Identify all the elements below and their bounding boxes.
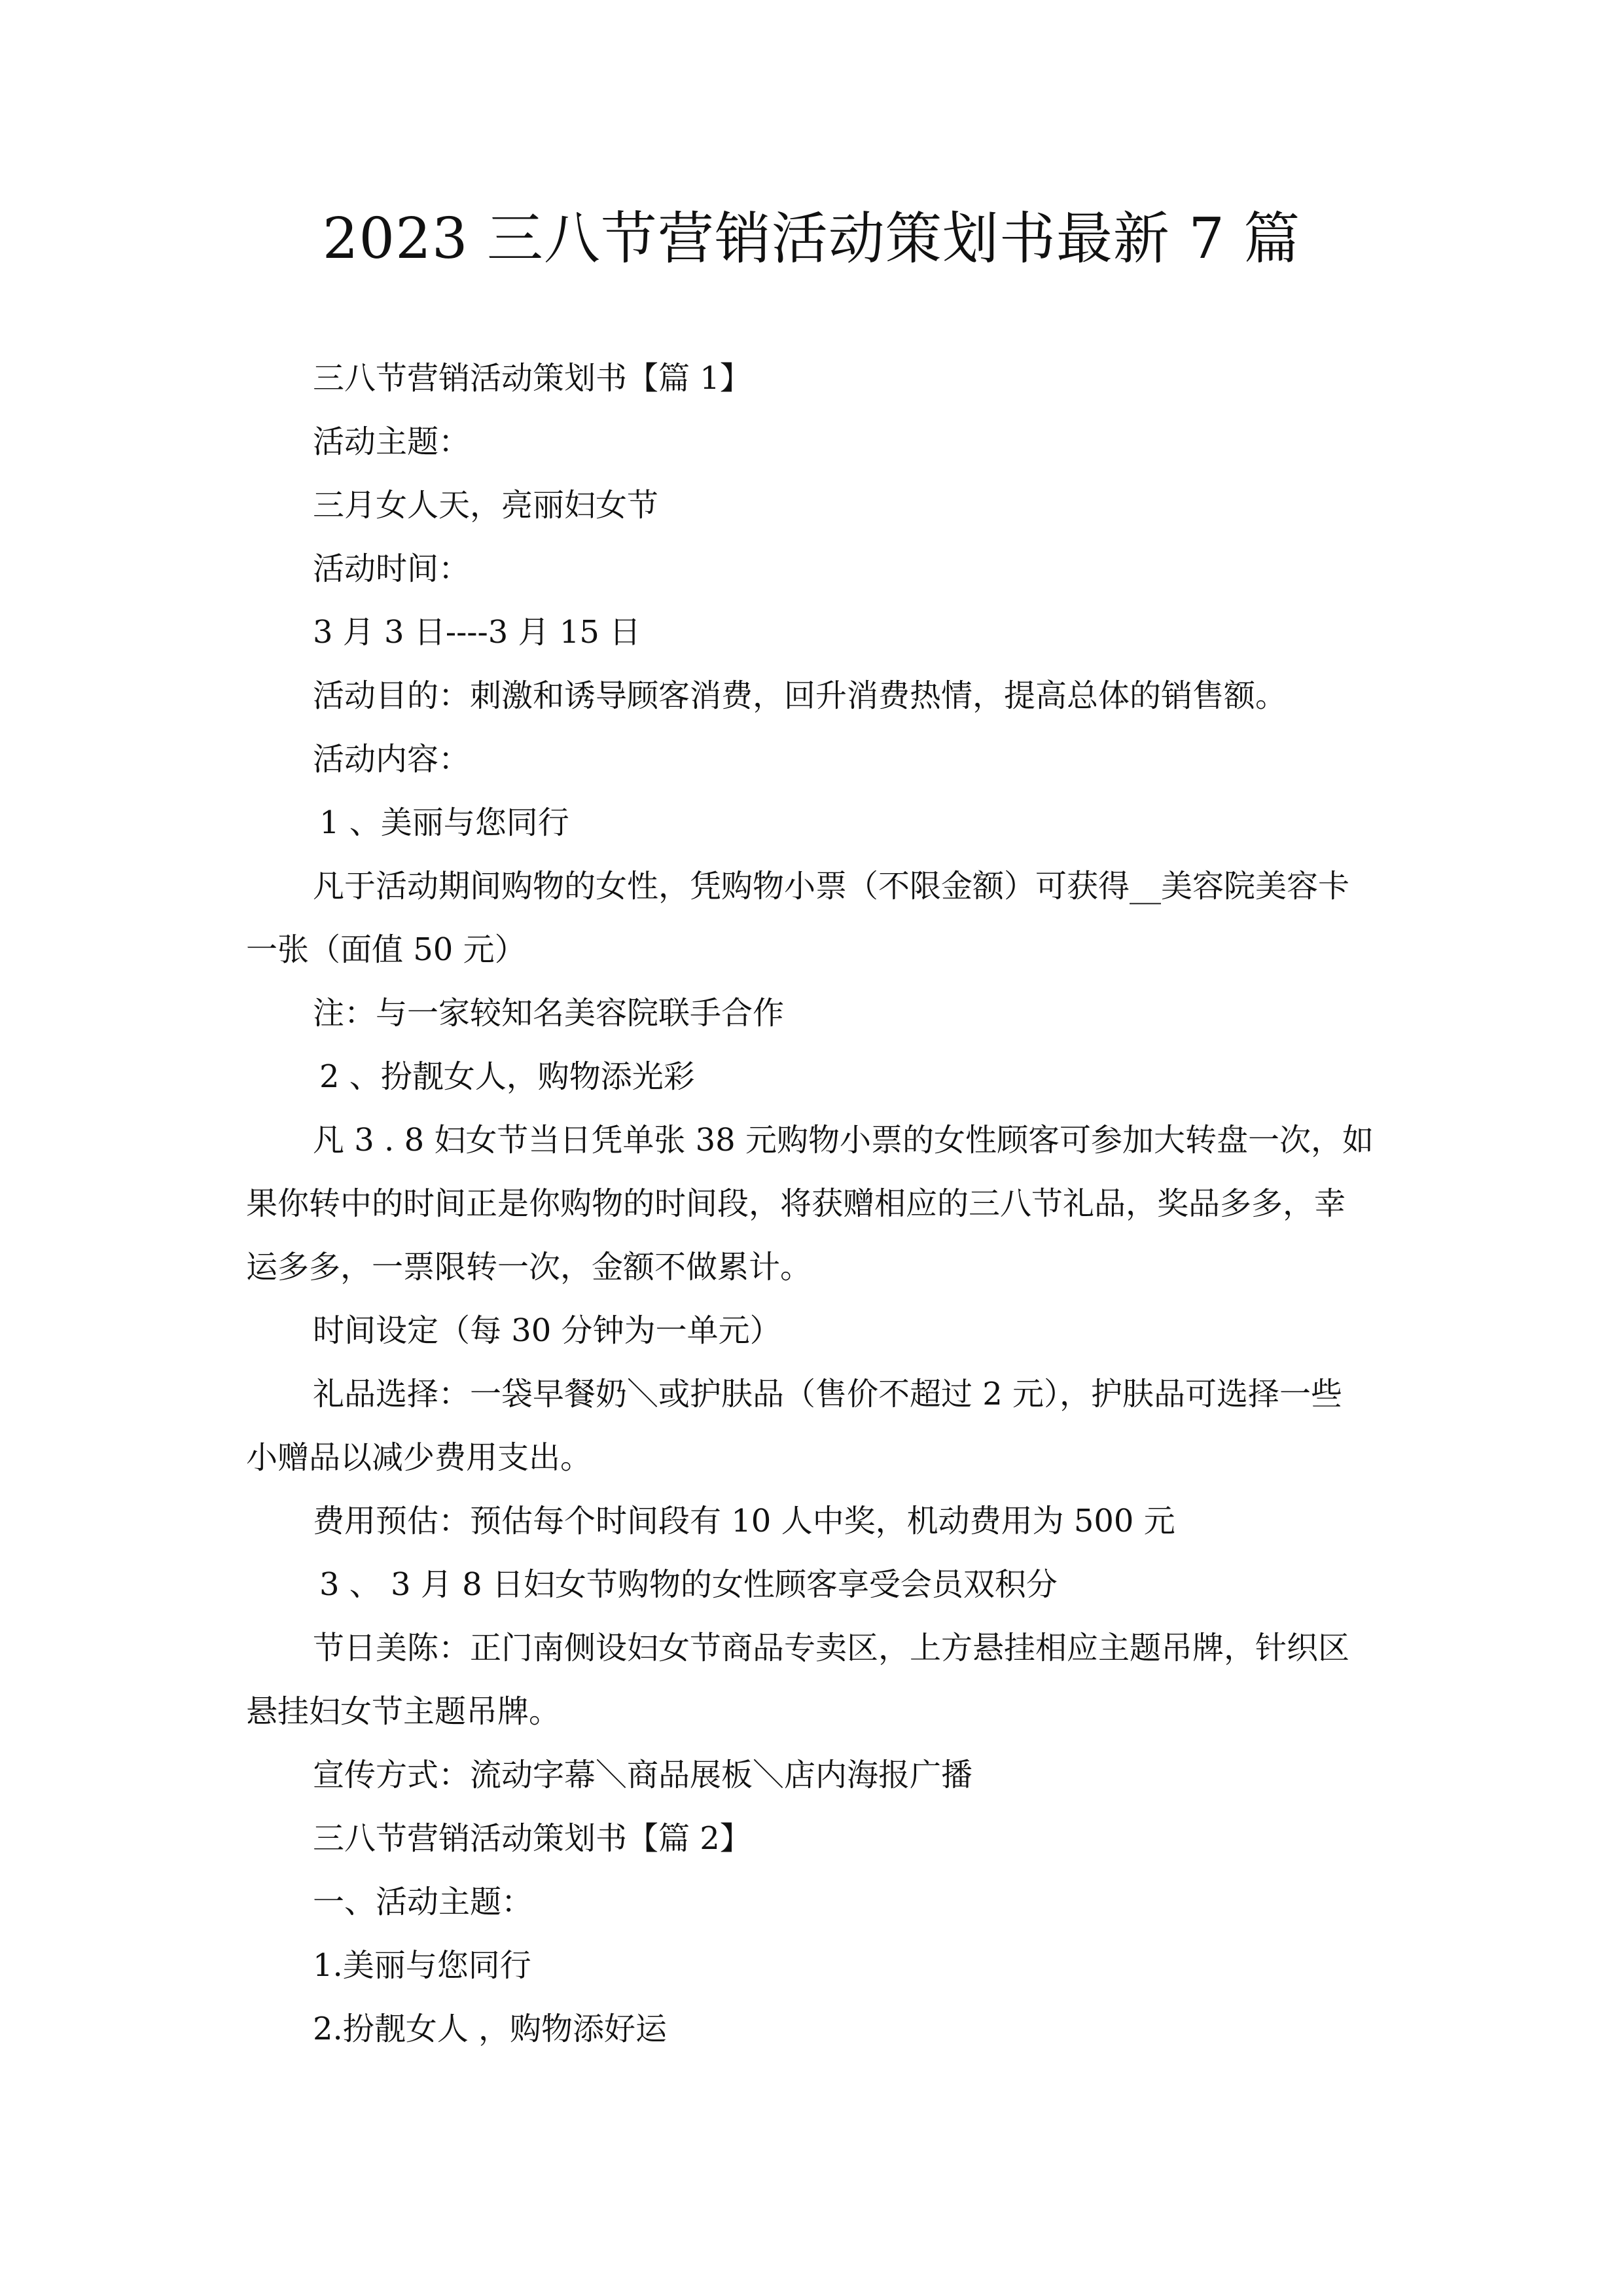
paragraph-continued: 小赠品以减少费用支出。	[246, 1439, 592, 1476]
paragraph: 节日美陈：正门南侧设妇女节商品专卖区，上方悬挂相应主题吊牌，针织区	[313, 1630, 1350, 1666]
list-item: 2.扮靓女人 ，购物添好运	[313, 2011, 668, 2047]
paragraph: 宣传方式：流动字幕＼商品展板＼店内海报广播	[313, 1757, 973, 1793]
paragraph: 活动目的：刺激和诱导顾客消费，回升消费热情，提高总体的销售额。	[313, 677, 1287, 714]
section-heading-2: 三八节营销活动策划书【篇 2】	[313, 1820, 751, 1857]
paragraph: 活动时间：	[313, 550, 471, 587]
paragraph: 礼品选择：一袋早餐奶＼或护肤品（售价不超过 2 元），护肤品可选择一些	[313, 1376, 1343, 1412]
paragraph: 三月女人天，亮丽妇女节	[313, 487, 659, 524]
list-item: 1 、美丽与您同行	[319, 804, 569, 841]
list-item: 1.美丽与您同行	[313, 1947, 531, 1984]
paragraph-continued: 果你转中的时间正是你购物的时间段，将获赠相应的三八节礼品，奖品多多，幸	[246, 1185, 1346, 1222]
document-title: 2023 三八节营销活动策划书最新 7 篇	[322, 206, 1301, 272]
paragraph: 活动内容：	[313, 741, 471, 778]
paragraph-continued: 一张（面值 50 元）	[246, 931, 526, 968]
list-item: 2 、扮靓女人，购物添光彩	[319, 1058, 695, 1095]
paragraph-continued: 悬挂妇女节主题吊牌。	[246, 1693, 561, 1730]
paragraph-continued: 运多多，一票限转一次，金额不做累计。	[246, 1249, 812, 1285]
paragraph: 凡于活动期间购物的女性，凭购物小票（不限金额）可获得__美容院美容卡	[313, 868, 1350, 905]
paragraph: 一、活动主题：	[313, 1884, 533, 1920]
paragraph: 凡 3 . 8 妇女节当日凭单张 38 元购物小票的女性顾客可参加大转盘一次，如	[313, 1122, 1374, 1158]
paragraph: 时间设定（每 30 分钟为一单元）	[313, 1312, 781, 1349]
list-item: 3 、 3 月 8 日妇女节购物的女性顾客享受会员双积分	[319, 1566, 1058, 1603]
paragraph: 注：与一家较知名美容院联手合作	[313, 995, 785, 1031]
section-heading-1: 三八节营销活动策划书【篇 1】	[313, 360, 751, 397]
paragraph: 3 月 3 日----3 月 15 日	[313, 614, 641, 651]
paragraph: 活动主题：	[313, 423, 471, 460]
paragraph: 费用预估：预估每个时间段有 10 人中奖，机动费用为 500 元	[313, 1503, 1175, 1539]
